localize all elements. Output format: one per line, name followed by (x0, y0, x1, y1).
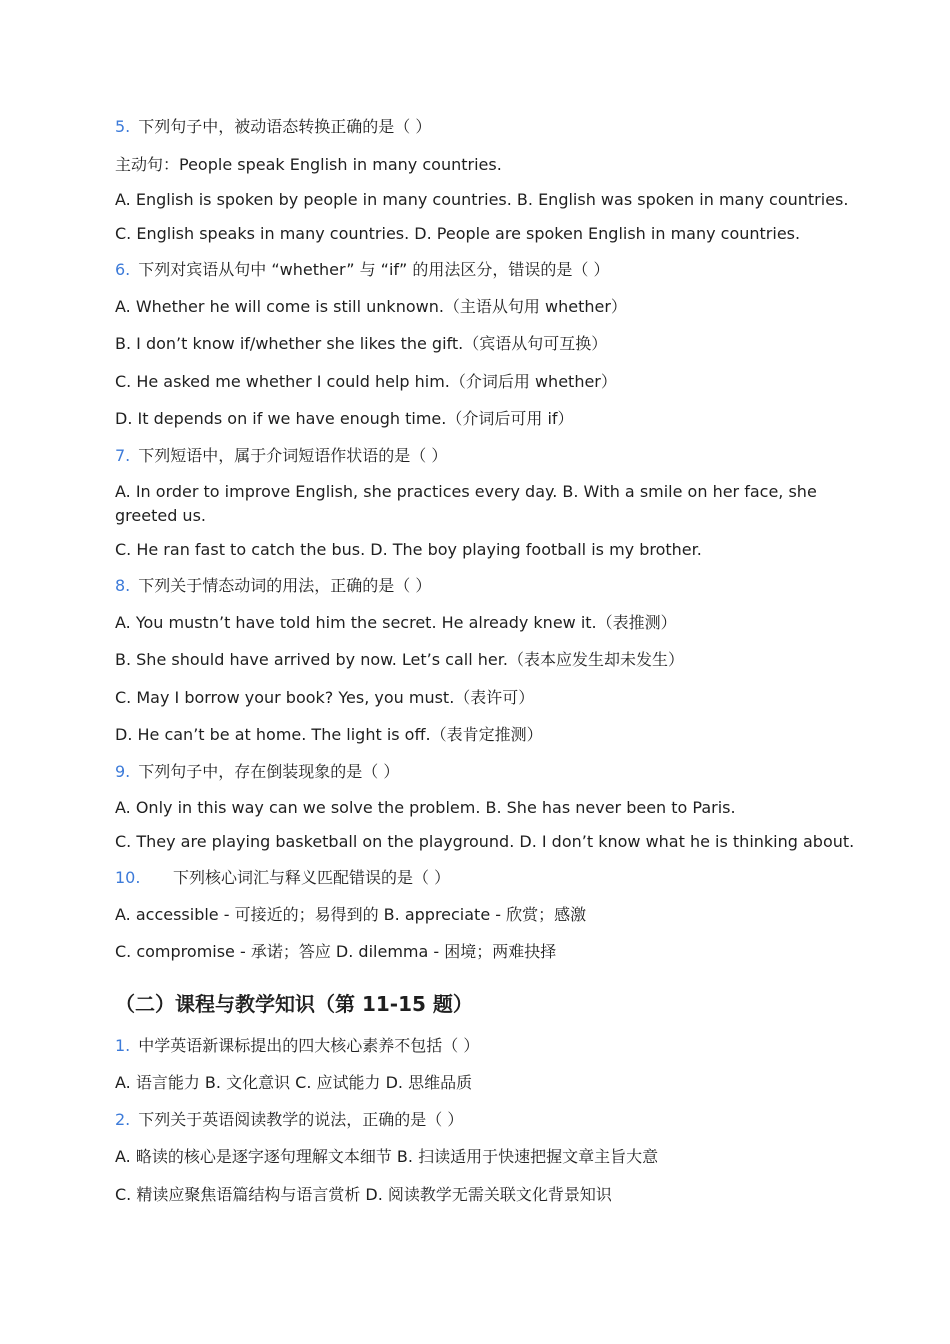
question-8-stem (115, 574, 840, 598)
question-number: 2. (115, 1110, 131, 1129)
question-5-stem (115, 115, 840, 139)
question-6-option-a: A. Whether he will come is still unknown.（主语从句用 whether） (115, 297, 627, 316)
section-question-2-stem (115, 1108, 840, 1132)
question-5-options-cd: C. English speaks in many countries. D. People are spoken English in many countries. (115, 224, 801, 243)
question-number: 5. (115, 117, 131, 136)
section-question-2-options-ab: A. 略读的核心是逐字逐句理解文本细节 B. 扫读适用于快速把握文章主旨大意 (115, 1147, 659, 1166)
question-7-stem (115, 444, 840, 468)
question-9-options-cd: C. They are playing basketball on the playground. D. I don’t know what he is thinking about. (115, 832, 855, 851)
question-number: 6. (115, 260, 131, 279)
question-stem-text: 下列关于情态动词的用法，正确的是（ ） (138, 576, 432, 595)
question-6-option-c: C. He asked me whether I could help him.（介词后用 whether） (115, 372, 617, 391)
question-number: 1. (115, 1036, 131, 1055)
question-number: 9. (115, 762, 131, 781)
question-7-options-ab: A. In order to improve English, she practices every day. B. With a smile on her face, she greeted us. (115, 482, 817, 525)
question-stem-text: 下列对宾语从句中 “whether” 与 “if” 的用法区分，错误的是（ ） (138, 260, 610, 279)
question-9-options-ab: A. Only in this way can we solve the problem. B. She has never been to Paris. (115, 798, 736, 817)
question-number: 8. (115, 576, 131, 595)
question-8-option-b: B. She should have arrived by now. Let’s call her.（表本应发生却未发生） (115, 650, 684, 669)
section-heading: （二）课程与教学知识（第 11-15 题） (115, 992, 473, 1016)
question-6-option-b: B. I don’t know if/whether she likes the gift.（宾语从句可互换） (115, 334, 608, 353)
question-stem-text: 中学英语新课标提出的四大核心素养不包括（ ） (138, 1036, 480, 1055)
section-question-1-stem (115, 1034, 840, 1058)
section-question-2-options-cd: C. 精读应聚焦语篇结构与语言赏析 D. 阅读教学无需关联文化背景知识 (115, 1185, 612, 1204)
question-stem-text: 下列核心词汇与释义匹配错误的是（ ） (173, 868, 451, 887)
question-number: 10. (115, 868, 141, 887)
question-9-stem (115, 760, 840, 784)
question-5-options-ab: A. English is spoken by people in many countries. B. English was spoken in many countries. (115, 190, 849, 209)
question-8-option-d: D. He can’t be at home. The light is off.（表肯定推测） (115, 725, 543, 744)
question-stem-text: 下列句子中，被动语态转换正确的是（ ） (138, 117, 432, 136)
question-10-options-cd: C. compromise - 承诺；答应 D. dilemma - 困境；两难抉择 (115, 942, 557, 961)
question-6-stem (115, 258, 840, 282)
section-question-1-options: A. 语言能力 B. 文化意识 C. 应试能力 D. 思维品质 (115, 1073, 473, 1092)
question-6-option-d: D. It depends on if we have enough time.（介词后可用 if） (115, 409, 574, 428)
question-10-stem (115, 866, 840, 890)
question-7-options-cd: C. He ran fast to catch the bus. D. The boy playing football is my brother. (115, 540, 702, 559)
question-stem-text: 下列关于英语阅读教学的说法，正确的是（ ） (138, 1110, 464, 1129)
question-stem-text: 下列句子中，存在倒装现象的是（ ） (138, 762, 400, 781)
question-10-options-ab: A. accessible - 可接近的；易得到的 B. appreciate - 欣赏；感激 (115, 905, 587, 924)
question-8-option-c: C. May I borrow your book? Yes, you must.（表许可） (115, 688, 535, 707)
question-stem-text: 下列短语中，属于介词短语作状语的是（ ） (138, 446, 448, 465)
question-number: 7. (115, 446, 131, 465)
question-5-active-sentence: 主动句：People speak English in many countries. (115, 155, 502, 174)
question-8-option-a: A. You mustn’t have told him the secret. He already knew it.（表推测） (115, 613, 677, 632)
